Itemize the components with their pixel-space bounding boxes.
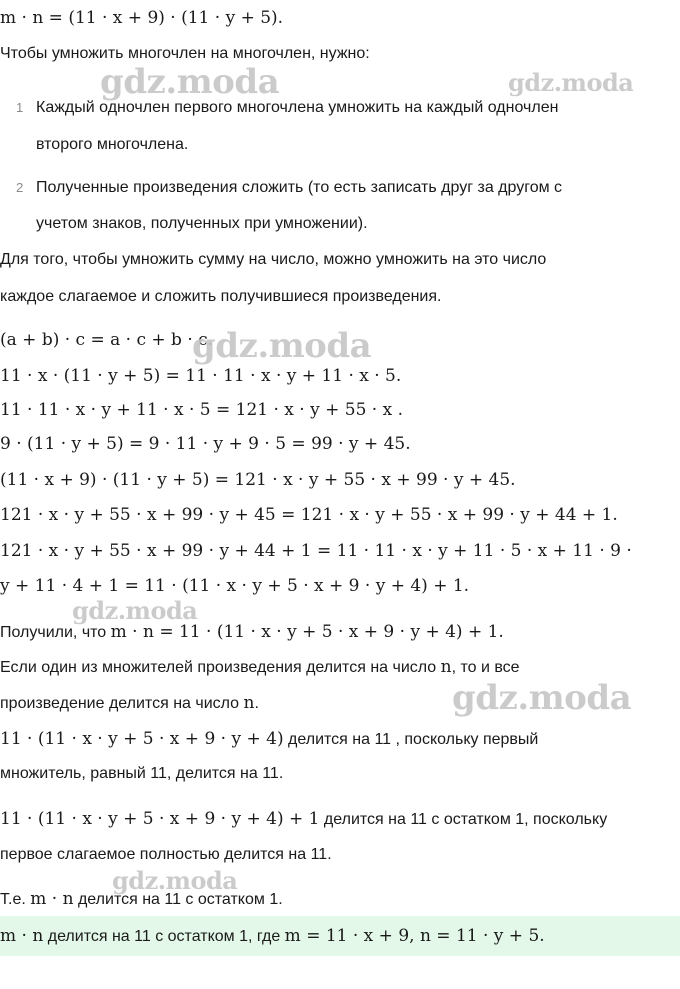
text-line	[0, 655, 520, 680]
equation-line: 11 · 11 · x · y + 11 · x · 5 = 121 · x · y + 55 · x .	[0, 400, 404, 420]
text-fragment: Получили, что	[0, 624, 111, 641]
math-fragment: m · n	[30, 889, 74, 909]
text-fragment: делится на 11 с остатком 1, поскольку	[319, 811, 608, 828]
text-line	[0, 727, 538, 752]
text-line	[0, 807, 607, 832]
watermark-logo: gdz.moda	[112, 866, 238, 895]
text-line: каждое слагаемое и сложить получившиеся произведения.	[0, 288, 442, 305]
text-fragment: , то и все	[451, 659, 520, 676]
text-fragment: делится на 11 , поскольку первый	[283, 731, 539, 748]
list-item-text: Каждый одночлен первого многочлена умножить на каждый одночлен	[36, 99, 559, 116]
text-line: первое слагаемое полностью делится на 11.	[0, 846, 332, 863]
text-fragment: делится на 11 с остатком 1.	[73, 891, 283, 908]
list-number: 1	[16, 100, 24, 115]
answer-line	[0, 924, 545, 949]
equation-line: (a + b) · c = a · c + b · c.	[0, 330, 214, 350]
watermark-logo: gdz.moda	[508, 68, 634, 97]
math-fragment: n	[440, 657, 452, 677]
math-fragment: m · n = 11 · (11 · x · y + 5 · x + 9 · y + 4) + 1.	[110, 622, 504, 642]
math-fragment: m · n	[0, 926, 44, 946]
list-item-text: второго многочлена.	[36, 136, 189, 153]
math-fragment: n	[243, 693, 255, 713]
watermark-logo: gdz.moda	[192, 326, 372, 366]
text-fragment: произведение делится на число	[0, 695, 244, 712]
math-fragment: m = 11 · x + 9, n = 11 · y + 5.	[284, 926, 545, 946]
list-number: 2	[16, 180, 24, 195]
math-fragment: 11 · (11 · x · y + 5 · x + 9 · y + 4) + 1	[0, 809, 320, 829]
text-line: Чтобы умножить многочлен на многочлен, нужно:	[0, 45, 370, 62]
watermark-logo: gdz.moda	[72, 596, 198, 625]
watermark-logo: gdz.moda	[100, 62, 280, 102]
list-item-text: Полученные произведения сложить (то есть записать друг за другом с	[36, 179, 563, 196]
math-fragment: 11 · (11 · x · y + 5 · x + 9 · y + 4)	[0, 729, 284, 749]
equation-line: 121 · x · y + 55 · x + 99 · y + 44 + 1 = 11 · 11 · x · y + 11 · 5 · x + 11 · 9 ·	[0, 541, 632, 561]
equation-line: m · n = (11 · x + 9) · (11 · y + 5).	[0, 8, 284, 28]
text-fragment: Т.е.	[0, 891, 31, 908]
watermark-logo: gdz.moda	[452, 678, 632, 718]
text-fragment: .	[254, 695, 259, 712]
text-line	[0, 691, 259, 716]
equation-line: y + 11 · 4 + 1 = 11 · (11 · x · y + 5 · x + 9 · y + 4) + 1.	[0, 576, 470, 596]
list-item-text: учетом знаков, полученных при умножении).	[36, 215, 368, 232]
text-line: множитель, равный 11, делится на 11.	[0, 765, 284, 782]
text-line: Для того, чтобы умножить сумму на число, можно умножить на это число	[0, 251, 547, 268]
equation-line: (11 · x + 9) · (11 · y + 5) = 121 · x · y + 55 · x + 99 · y + 45.	[0, 470, 516, 490]
text-fragment: Если один из множителей произведения делится на число	[0, 659, 441, 676]
equation-line: 11 · x · (11 · y + 5) = 11 · 11 · x · y + 11 · x · 5.	[0, 366, 402, 386]
equation-line: 121 · x · y + 55 · x + 99 · y + 45 = 121 · x · y + 55 · x + 99 · y + 44 + 1.	[0, 505, 618, 525]
text-fragment: делится на 11 с остатком 1, где	[43, 928, 285, 945]
equation-line: 9 · (11 · y + 5) = 9 · 11 · y + 9 · 5 = 99 · y + 45.	[0, 434, 411, 454]
